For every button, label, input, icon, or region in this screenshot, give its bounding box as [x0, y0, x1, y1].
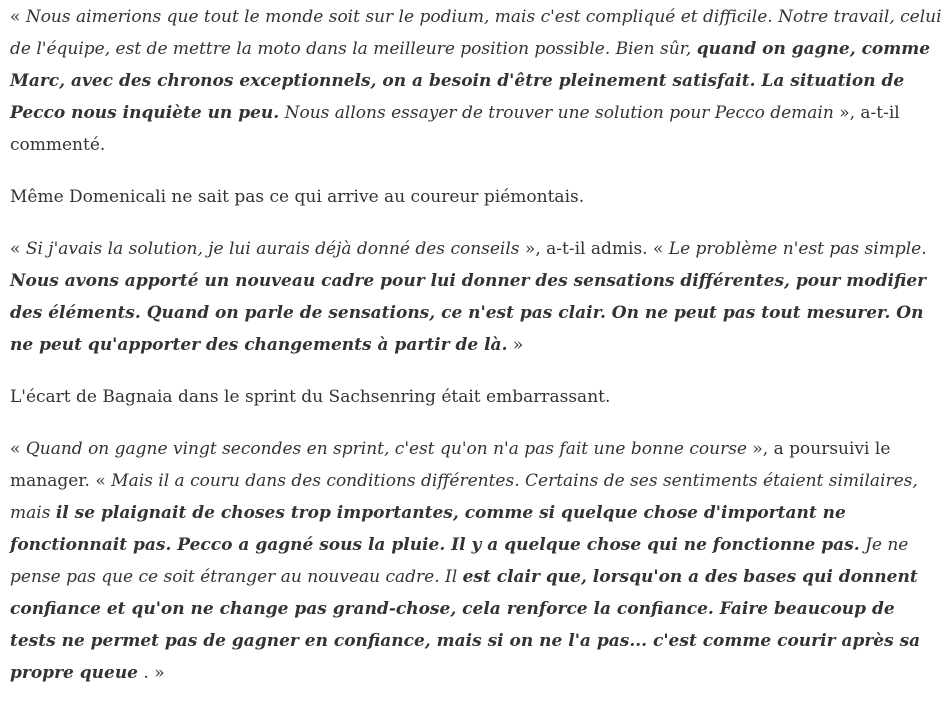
text-span: quand on gagne, comme Marc, avec des chronos exceptionnels, on a besoin d'être pleinement satisfait. La situation de Pecco nous inquiète un peu. — [10, 39, 931, 123]
text-span: », a-t-il commenté. — [10, 103, 900, 155]
text-span: est clair que, lorsqu'on a des bases qui donnent confiance et qu'on ne change pas grand-chose, cela renforce la confiance. Faire beaucoup de tests ne permet pas de gagner en confiance, mais si on ne l'a pas... c'est comme courir après sa propre queue — [10, 567, 921, 683]
text-span: », a-t-il admis. « — [519, 239, 669, 259]
text-span: » — [507, 335, 524, 355]
text-span: « — [10, 7, 26, 27]
text-span: L'écart de Bagnaia dans le sprint du Sachsenring était embarrassant. — [10, 387, 611, 407]
paragraph-manager-quote — [10, 433, 944, 689]
text-span: Mais il a couru dans des conditions différentes. Certains de ses sentiments étaient similaires, mais — [10, 471, 918, 523]
text-span: Nous avons apporté un nouveau cadre pour lui donner des sensations différentes, pour modifier des éléments. Quand on parle de sensations, ce n'est pas clair. On ne peut pas tout mesurer. On ne peut qu'apporter des changements à partir de là. — [10, 271, 927, 355]
paragraph-sachsenring — [10, 381, 944, 413]
text-span: Même Domenicali ne sait pas ce qui arrive au coureur piémontais. — [10, 187, 585, 207]
text-span: Nous allons essayer de trouver une solution pour Pecco demain — [279, 103, 834, 123]
text-span: Nous aimerions que tout le monde soit sur le podium, mais c'est compliqué et difficile. Notre travail, celui de l'équipe, est de mettre la moto dans la meilleure position possible. Bien sûr, — [10, 7, 942, 59]
paragraph-team-quote — [10, 1, 944, 161]
text-span: « — [10, 239, 26, 259]
text-span: Le problème n'est pas simple. — [668, 239, 927, 259]
text-span: Quand on gagne vingt secondes en sprint, c'est qu'on n'a pas fait une bonne course — [25, 439, 747, 459]
article-body — [10, 0, 944, 709]
paragraph-solution-quote — [10, 233, 944, 361]
text-span: Si j'avais la solution, je lui aurais déjà donné des conseils — [25, 239, 520, 259]
text-span: il se plaignait de choses trop importantes, comme si quelque chose d'important ne fonctionnait pas. Pecco a gagné sous la pluie. Il y a quelque chose qui ne fonctionne pas. — [10, 503, 860, 555]
text-span: Je ne pense pas que ce soit étranger au nouveau cadre. Il — [10, 535, 909, 587]
text-span: », a poursuivi le manager. « — [10, 439, 891, 491]
text-span: « — [10, 439, 26, 459]
paragraph-domenicali — [10, 181, 944, 213]
text-span: . » — [138, 663, 165, 683]
